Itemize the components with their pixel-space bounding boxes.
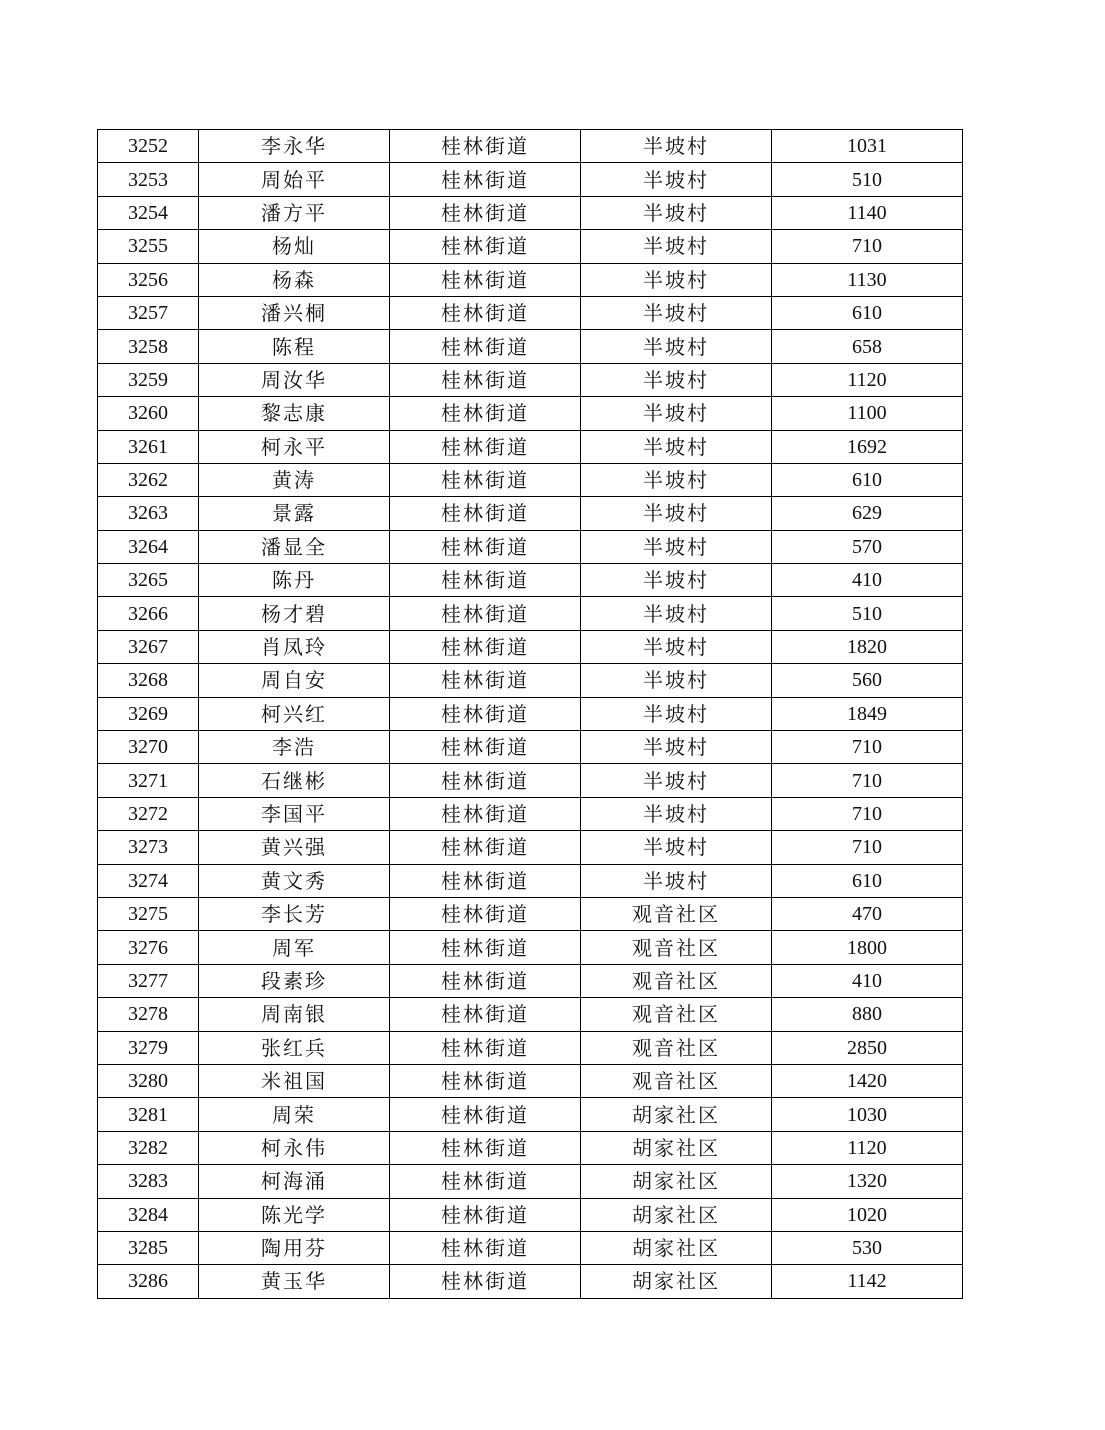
cell-amount: 1142 — [772, 1265, 963, 1298]
cell-street: 桂林街道 — [390, 998, 581, 1031]
cell-number: 3269 — [98, 697, 199, 730]
cell-amount: 1140 — [772, 196, 963, 229]
cell-village: 半坡村 — [581, 664, 772, 697]
table-row — [98, 1231, 963, 1264]
table-row — [98, 263, 963, 296]
cell-name: 柯永伟 — [199, 1131, 390, 1164]
cell-street: 桂林街道 — [390, 1064, 581, 1097]
cell-street: 桂林街道 — [390, 664, 581, 697]
cell-village: 半坡村 — [581, 597, 772, 630]
cell-village: 胡家社区 — [581, 1098, 772, 1131]
cell-name: 周自安 — [199, 664, 390, 697]
cell-village: 观音社区 — [581, 1064, 772, 1097]
table-row — [98, 564, 963, 597]
cell-name: 潘显全 — [199, 530, 390, 563]
cell-village: 半坡村 — [581, 230, 772, 263]
cell-name: 黄兴强 — [199, 831, 390, 864]
cell-street: 桂林街道 — [390, 597, 581, 630]
cell-number: 3281 — [98, 1098, 199, 1131]
cell-name: 柯永平 — [199, 430, 390, 463]
cell-name: 陈丹 — [199, 564, 390, 597]
cell-amount: 470 — [772, 897, 963, 930]
table-row — [98, 697, 963, 730]
cell-street: 桂林街道 — [390, 931, 581, 964]
cell-amount: 1800 — [772, 931, 963, 964]
cell-amount: 530 — [772, 1231, 963, 1264]
cell-amount: 710 — [772, 764, 963, 797]
cell-name: 黎志康 — [199, 397, 390, 430]
cell-name: 周汝华 — [199, 363, 390, 396]
cell-village: 观音社区 — [581, 897, 772, 930]
table-row — [98, 1131, 963, 1164]
cell-name: 杨才碧 — [199, 597, 390, 630]
table-row — [98, 964, 963, 997]
cell-amount: 710 — [772, 731, 963, 764]
cell-name: 米祖国 — [199, 1064, 390, 1097]
cell-village: 胡家社区 — [581, 1165, 772, 1198]
cell-name: 张红兵 — [199, 1031, 390, 1064]
table-row — [98, 664, 963, 697]
cell-number: 3277 — [98, 964, 199, 997]
cell-amount: 658 — [772, 330, 963, 363]
cell-amount: 1031 — [772, 130, 963, 163]
cell-amount: 610 — [772, 463, 963, 496]
table-row — [98, 296, 963, 329]
cell-amount: 1020 — [772, 1198, 963, 1231]
cell-village: 半坡村 — [581, 831, 772, 864]
cell-name: 李浩 — [199, 731, 390, 764]
cell-street: 桂林街道 — [390, 731, 581, 764]
cell-street: 桂林街道 — [390, 230, 581, 263]
cell-amount: 610 — [772, 864, 963, 897]
cell-street: 桂林街道 — [390, 1031, 581, 1064]
cell-street: 桂林街道 — [390, 1265, 581, 1298]
table-row — [98, 630, 963, 663]
cell-number: 3274 — [98, 864, 199, 897]
cell-number: 3270 — [98, 731, 199, 764]
cell-street: 桂林街道 — [390, 1165, 581, 1198]
cell-amount: 510 — [772, 597, 963, 630]
cell-name: 杨灿 — [199, 230, 390, 263]
cell-name: 陶用芬 — [199, 1231, 390, 1264]
cell-name: 景露 — [199, 497, 390, 530]
cell-street: 桂林街道 — [390, 330, 581, 363]
table-row — [98, 1064, 963, 1097]
cell-village: 半坡村 — [581, 697, 772, 730]
cell-amount: 510 — [772, 163, 963, 196]
cell-village: 半坡村 — [581, 130, 772, 163]
cell-street: 桂林街道 — [390, 130, 581, 163]
table-row — [98, 163, 963, 196]
cell-village: 半坡村 — [581, 630, 772, 663]
cell-amount: 1692 — [772, 430, 963, 463]
cell-number: 3265 — [98, 564, 199, 597]
cell-number: 3273 — [98, 831, 199, 864]
cell-village: 半坡村 — [581, 731, 772, 764]
cell-number: 3258 — [98, 330, 199, 363]
cell-amount: 1849 — [772, 697, 963, 730]
cell-name: 柯海涌 — [199, 1165, 390, 1198]
cell-number: 3267 — [98, 630, 199, 663]
cell-number: 3283 — [98, 1165, 199, 1198]
cell-number: 3252 — [98, 130, 199, 163]
table-row — [98, 764, 963, 797]
cell-number: 3276 — [98, 931, 199, 964]
cell-street: 桂林街道 — [390, 630, 581, 663]
cell-number: 3285 — [98, 1231, 199, 1264]
cell-name: 李长芳 — [199, 897, 390, 930]
cell-street: 桂林街道 — [390, 397, 581, 430]
cell-name: 陈光学 — [199, 1198, 390, 1231]
cell-amount: 410 — [772, 564, 963, 597]
table-row — [98, 1198, 963, 1231]
table-row — [98, 831, 963, 864]
cell-number: 3253 — [98, 163, 199, 196]
cell-name: 周南银 — [199, 998, 390, 1031]
cell-village: 观音社区 — [581, 931, 772, 964]
cell-village: 半坡村 — [581, 296, 772, 329]
cell-number: 3261 — [98, 430, 199, 463]
table-row — [98, 530, 963, 563]
cell-street: 桂林街道 — [390, 831, 581, 864]
cell-amount: 710 — [772, 230, 963, 263]
cell-amount: 2850 — [772, 1031, 963, 1064]
cell-number: 3282 — [98, 1131, 199, 1164]
cell-number: 3259 — [98, 363, 199, 396]
cell-name: 黄涛 — [199, 463, 390, 496]
cell-number: 3263 — [98, 497, 199, 530]
cell-street: 桂林街道 — [390, 363, 581, 396]
cell-village: 观音社区 — [581, 964, 772, 997]
cell-name: 潘方平 — [199, 196, 390, 229]
cell-number: 3275 — [98, 897, 199, 930]
table-row — [98, 1031, 963, 1064]
cell-amount: 410 — [772, 964, 963, 997]
table-row — [98, 597, 963, 630]
cell-number: 3268 — [98, 664, 199, 697]
cell-number: 3278 — [98, 998, 199, 1031]
cell-street: 桂林街道 — [390, 697, 581, 730]
cell-number: 3266 — [98, 597, 199, 630]
cell-village: 半坡村 — [581, 397, 772, 430]
cell-name: 黄玉华 — [199, 1265, 390, 1298]
cell-name: 石继彬 — [199, 764, 390, 797]
cell-street: 桂林街道 — [390, 1098, 581, 1131]
cell-village: 半坡村 — [581, 430, 772, 463]
cell-number: 3286 — [98, 1265, 199, 1298]
table-row — [98, 731, 963, 764]
cell-village: 胡家社区 — [581, 1265, 772, 1298]
cell-amount: 1030 — [772, 1098, 963, 1131]
cell-street: 桂林街道 — [390, 463, 581, 496]
cell-name: 潘兴桐 — [199, 296, 390, 329]
cell-number: 3256 — [98, 263, 199, 296]
cell-village: 半坡村 — [581, 463, 772, 496]
table-body — [98, 130, 963, 1299]
cell-village: 半坡村 — [581, 497, 772, 530]
cell-village: 胡家社区 — [581, 1131, 772, 1164]
cell-amount: 1820 — [772, 630, 963, 663]
cell-name: 段素珍 — [199, 964, 390, 997]
table-row — [98, 1265, 963, 1298]
cell-number: 3262 — [98, 463, 199, 496]
cell-street: 桂林街道 — [390, 964, 581, 997]
cell-street: 桂林街道 — [390, 1231, 581, 1264]
cell-name: 周军 — [199, 931, 390, 964]
cell-village: 半坡村 — [581, 764, 772, 797]
cell-village: 半坡村 — [581, 864, 772, 897]
table-row — [98, 196, 963, 229]
cell-number: 3280 — [98, 1064, 199, 1097]
table-row — [98, 998, 963, 1031]
cell-amount: 1120 — [772, 1131, 963, 1164]
cell-amount: 560 — [772, 664, 963, 697]
cell-amount: 1130 — [772, 263, 963, 296]
table-row — [98, 230, 963, 263]
cell-amount: 710 — [772, 831, 963, 864]
table-row — [98, 864, 963, 897]
cell-village: 半坡村 — [581, 530, 772, 563]
cell-number: 3260 — [98, 397, 199, 430]
table-row — [98, 931, 963, 964]
cell-village: 半坡村 — [581, 263, 772, 296]
table-row — [98, 430, 963, 463]
cell-name: 肖凤玲 — [199, 630, 390, 663]
cell-amount: 1100 — [772, 397, 963, 430]
cell-village: 半坡村 — [581, 163, 772, 196]
cell-street: 桂林街道 — [390, 263, 581, 296]
cell-street: 桂林街道 — [390, 163, 581, 196]
table-row — [98, 330, 963, 363]
cell-name: 李永华 — [199, 130, 390, 163]
table-row — [98, 363, 963, 396]
cell-street: 桂林街道 — [390, 1131, 581, 1164]
cell-number: 3264 — [98, 530, 199, 563]
cell-street: 桂林街道 — [390, 296, 581, 329]
cell-amount: 1120 — [772, 363, 963, 396]
cell-number: 3257 — [98, 296, 199, 329]
cell-number: 3271 — [98, 764, 199, 797]
cell-village: 观音社区 — [581, 998, 772, 1031]
cell-amount: 710 — [772, 797, 963, 830]
table-row — [98, 497, 963, 530]
table-row — [98, 1098, 963, 1131]
cell-amount: 1420 — [772, 1064, 963, 1097]
cell-number: 3279 — [98, 1031, 199, 1064]
cell-street: 桂林街道 — [390, 864, 581, 897]
cell-street: 桂林街道 — [390, 497, 581, 530]
cell-amount: 610 — [772, 296, 963, 329]
cell-village: 半坡村 — [581, 797, 772, 830]
cell-name: 柯兴红 — [199, 697, 390, 730]
cell-name: 周始平 — [199, 163, 390, 196]
cell-name: 黄文秀 — [199, 864, 390, 897]
cell-street: 桂林街道 — [390, 196, 581, 229]
data-table — [97, 129, 963, 1299]
table-row — [98, 897, 963, 930]
cell-street: 桂林街道 — [390, 764, 581, 797]
cell-street: 桂林街道 — [390, 797, 581, 830]
table-row — [98, 463, 963, 496]
cell-street: 桂林街道 — [390, 530, 581, 563]
cell-village: 胡家社区 — [581, 1231, 772, 1264]
cell-name: 陈程 — [199, 330, 390, 363]
cell-village: 半坡村 — [581, 564, 772, 597]
cell-village: 半坡村 — [581, 363, 772, 396]
cell-street: 桂林街道 — [390, 430, 581, 463]
cell-amount: 629 — [772, 497, 963, 530]
cell-number: 3284 — [98, 1198, 199, 1231]
cell-village: 胡家社区 — [581, 1198, 772, 1231]
cell-number: 3272 — [98, 797, 199, 830]
cell-street: 桂林街道 — [390, 1198, 581, 1231]
cell-village: 观音社区 — [581, 1031, 772, 1064]
cell-name: 杨森 — [199, 263, 390, 296]
cell-street: 桂林街道 — [390, 564, 581, 597]
table-row — [98, 397, 963, 430]
cell-street: 桂林街道 — [390, 897, 581, 930]
table-row — [98, 1165, 963, 1198]
cell-amount: 1320 — [772, 1165, 963, 1198]
cell-amount: 880 — [772, 998, 963, 1031]
cell-name: 李国平 — [199, 797, 390, 830]
cell-number: 3255 — [98, 230, 199, 263]
table-row — [98, 130, 963, 163]
cell-village: 半坡村 — [581, 196, 772, 229]
cell-name: 周荣 — [199, 1098, 390, 1131]
cell-number: 3254 — [98, 196, 199, 229]
cell-amount: 570 — [772, 530, 963, 563]
cell-village: 半坡村 — [581, 330, 772, 363]
table-row — [98, 797, 963, 830]
